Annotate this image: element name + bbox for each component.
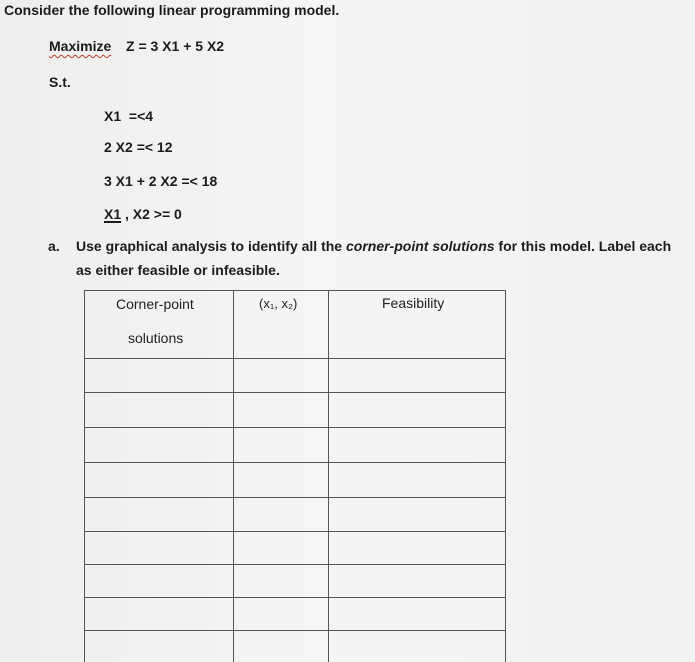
objective-label: Maximize: [49, 38, 112, 54]
column-divider: [233, 291, 234, 662]
row-divider: [85, 358, 505, 359]
nonnegativity-constraint: [104, 206, 182, 222]
row-divider: [85, 427, 505, 428]
question-text-start: Use graphical analysis to identify all the: [76, 238, 346, 254]
header-feasibility: Feasibility: [382, 295, 445, 311]
question-line-1: [76, 238, 671, 254]
question-marker: a.: [48, 238, 60, 254]
constraint-2: 2 X2 =< 12: [104, 139, 173, 155]
row-divider: [85, 564, 505, 565]
row-divider: [85, 597, 505, 598]
constraint-1: X1 =<4: [104, 108, 154, 124]
objective-expression: Z = 3 X1 + 5 X2: [126, 38, 225, 54]
subject-to-label: S.t.: [49, 74, 71, 90]
nonnegativity-rest: X2 >= 0: [132, 206, 182, 222]
row-divider: [85, 531, 505, 532]
nonnegativity-var1: X1: [104, 206, 122, 222]
row-divider: [85, 497, 505, 498]
question-text-end: for this model. Label each: [494, 238, 672, 254]
row-divider: [85, 630, 505, 631]
column-divider: [328, 291, 329, 662]
corner-point-table: [84, 290, 506, 662]
header-coordinates: (x₁, x₂): [259, 296, 298, 311]
row-divider: [85, 392, 505, 393]
header-corner-point: Corner-point: [116, 296, 194, 312]
constraint-3: 3 X1 + 2 X2 =< 18: [104, 173, 218, 189]
problem-title: Consider the following linear programming model.: [4, 2, 340, 18]
nonnegativity-separator: ,: [121, 206, 133, 222]
header-solutions: solutions: [128, 330, 184, 346]
row-divider: [85, 462, 505, 463]
question-line-2: as either feasible or infeasible.: [76, 262, 280, 278]
question-emphasis: corner-point solutions: [345, 238, 495, 254]
